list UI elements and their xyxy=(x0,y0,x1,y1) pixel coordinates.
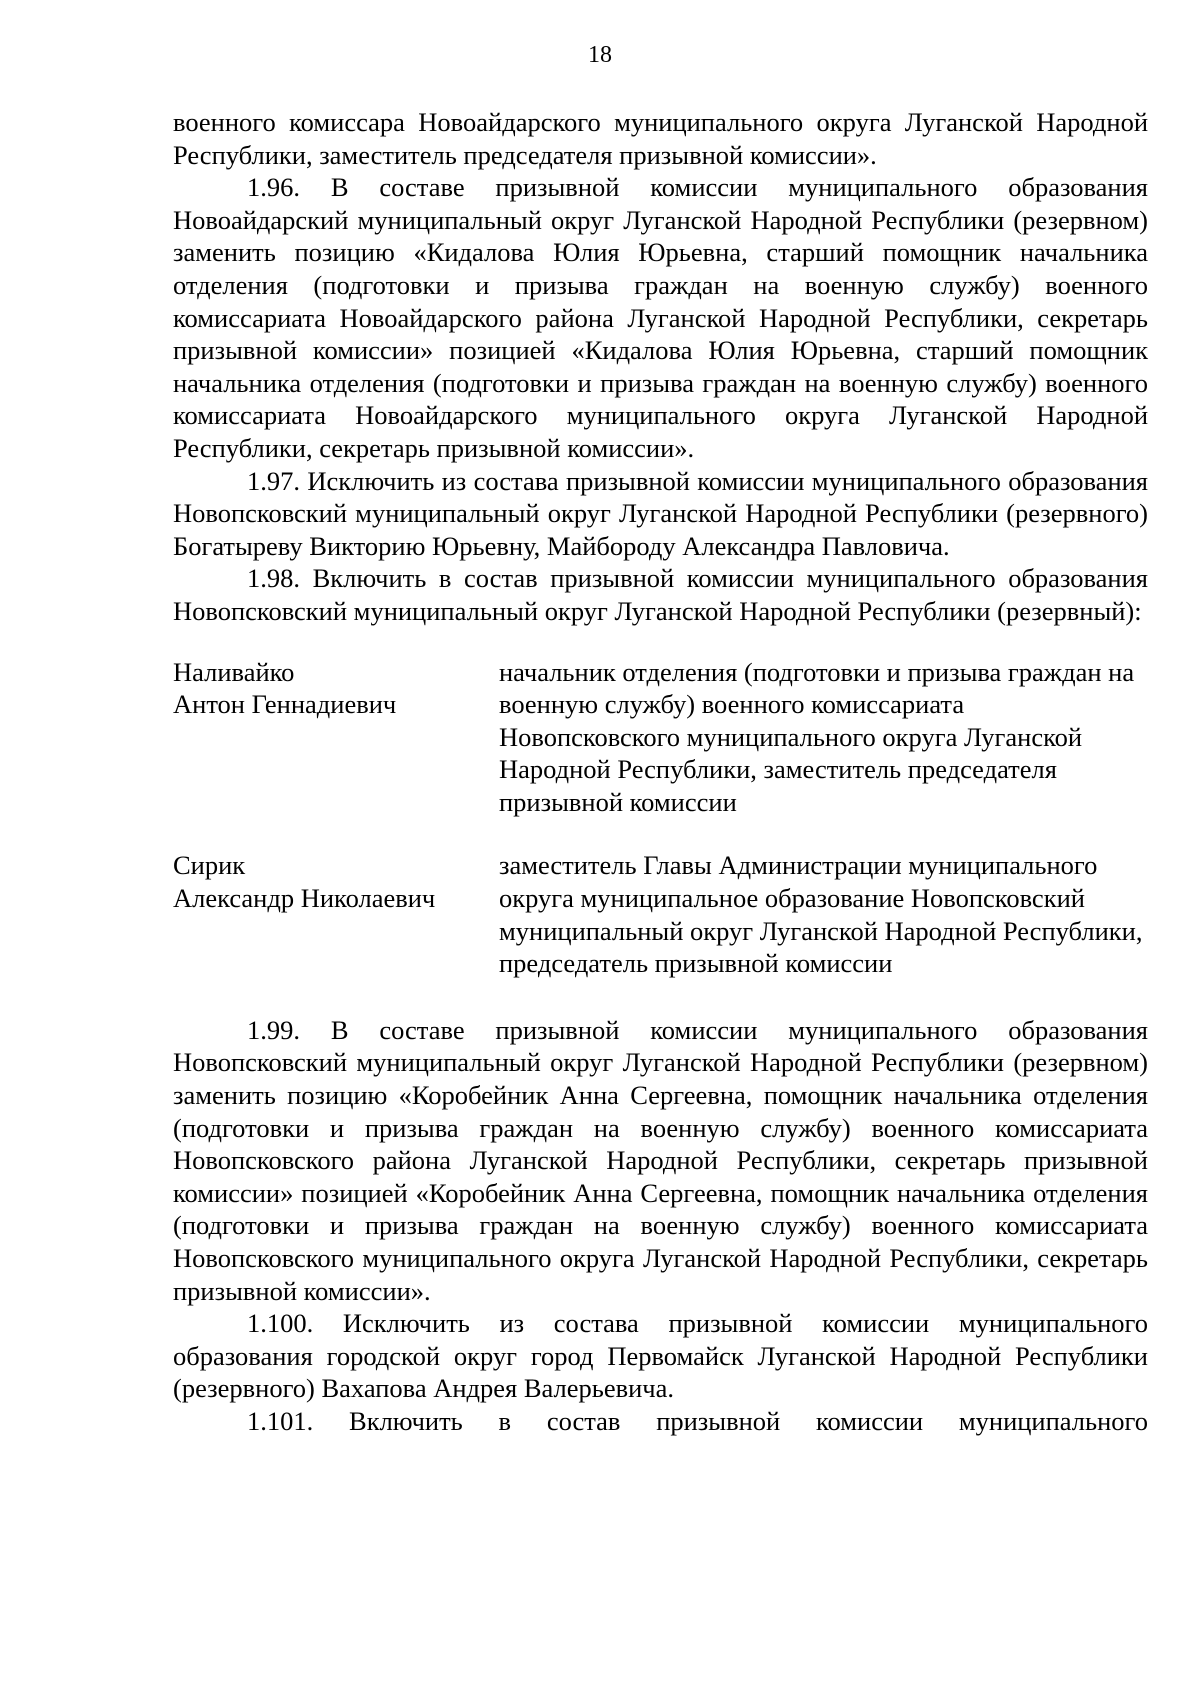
member-row xyxy=(173,656,1148,819)
paragraph: 1.100. Исключить из состава призывной комиссии муниципального образования городской округ город Первомайск Луганской Народной Республики (резервного) Вахапова Андрея Валерьевича. xyxy=(173,1308,1148,1404)
member-role: начальник отделения (подготовки и призыва граждан на военную службу) военного комиссариата Новопсковского муниципального округа Луганской Народной Республики, заместитель председателя призывной комиссии xyxy=(499,656,1135,817)
commission-members-list xyxy=(173,656,1148,980)
paragraph: 1.99. В составе призывной комиссии муниципального образования Новопсковский муниципальный округ Луганской Народной Республики (резервном) заменить позицию «Коробейник Анна Сергеевна, помощник начальника отделения (подготовки и призыва граждан на военную службу) военного комиссариата Новопсковского района Луганской Народной Республики, секретарь призывной комиссии» позицией «Коробейник Анна Сергеевна, помощник начальника отделения (подготовки и призыва граждан на военную службу) военного комиссариата Новопсковского муниципального округа Луганской Народной Республики, секретарь призывной комиссии». xyxy=(173,1014,1148,1306)
page-number: 18 xyxy=(588,42,612,68)
member-surname: Сирик xyxy=(173,850,246,881)
member-given-names: Александр Николаевич xyxy=(173,883,436,914)
paragraph: 1.98. Включить в состав призывной комиссии муниципального образования Новопсковский муниципальный округ Луганской Народной Республики (резервный): xyxy=(173,563,1148,626)
member-given-names: Антон Геннадиевич xyxy=(173,689,397,720)
document-body xyxy=(173,106,1148,1438)
paragraphs-bottom xyxy=(173,1014,1148,1438)
paragraphs-top xyxy=(173,106,1148,628)
member-surname: Наливайко xyxy=(173,656,295,687)
paragraph: 1.101. Включить в состав призывной комиссии муниципального xyxy=(247,1405,1148,1436)
member-role: заместитель Главы Администрации муниципального округа муниципальное образование Новопсковский муниципальный округ Луганской Народной Республики, председатель призывной комиссии xyxy=(499,850,1143,979)
paragraph: военного комиссара Новоайдарского муниципального округа Луганской Народной Республики, заместитель председателя призывной комиссии». xyxy=(173,107,1148,170)
member-name xyxy=(173,656,499,819)
paragraph: 1.96. В составе призывной комиссии муниципального образования Новоайдарский муниципальный округ Луганской Народной Республики (резервном) заменить позицию «Кидалова Юлия Юрьевна, старший помощник начальника отделения (подготовки и призыва граждан на военную службу) военного комиссариата Новоайдарского района Луганской Народной Республики, секретарь призывной комиссии» позицией «Кидалова Юлия Юрьевна, старший помощник начальника отделения (подготовки и призыва граждан на военную службу) военного комиссариата Новоайдарского муниципального округа Луганской Народной Республики, секретарь призывной комиссии». xyxy=(173,172,1148,463)
paragraph: 1.97. Исключить из состава призывной комиссии муниципального образования Новопсковский муниципальный округ Луганской Народной Республики (резервного) Богатыреву Викторию Юрьевну, Майбороду Александра Павловича. xyxy=(173,465,1148,561)
member-name xyxy=(173,849,499,979)
member-row xyxy=(173,849,1148,979)
